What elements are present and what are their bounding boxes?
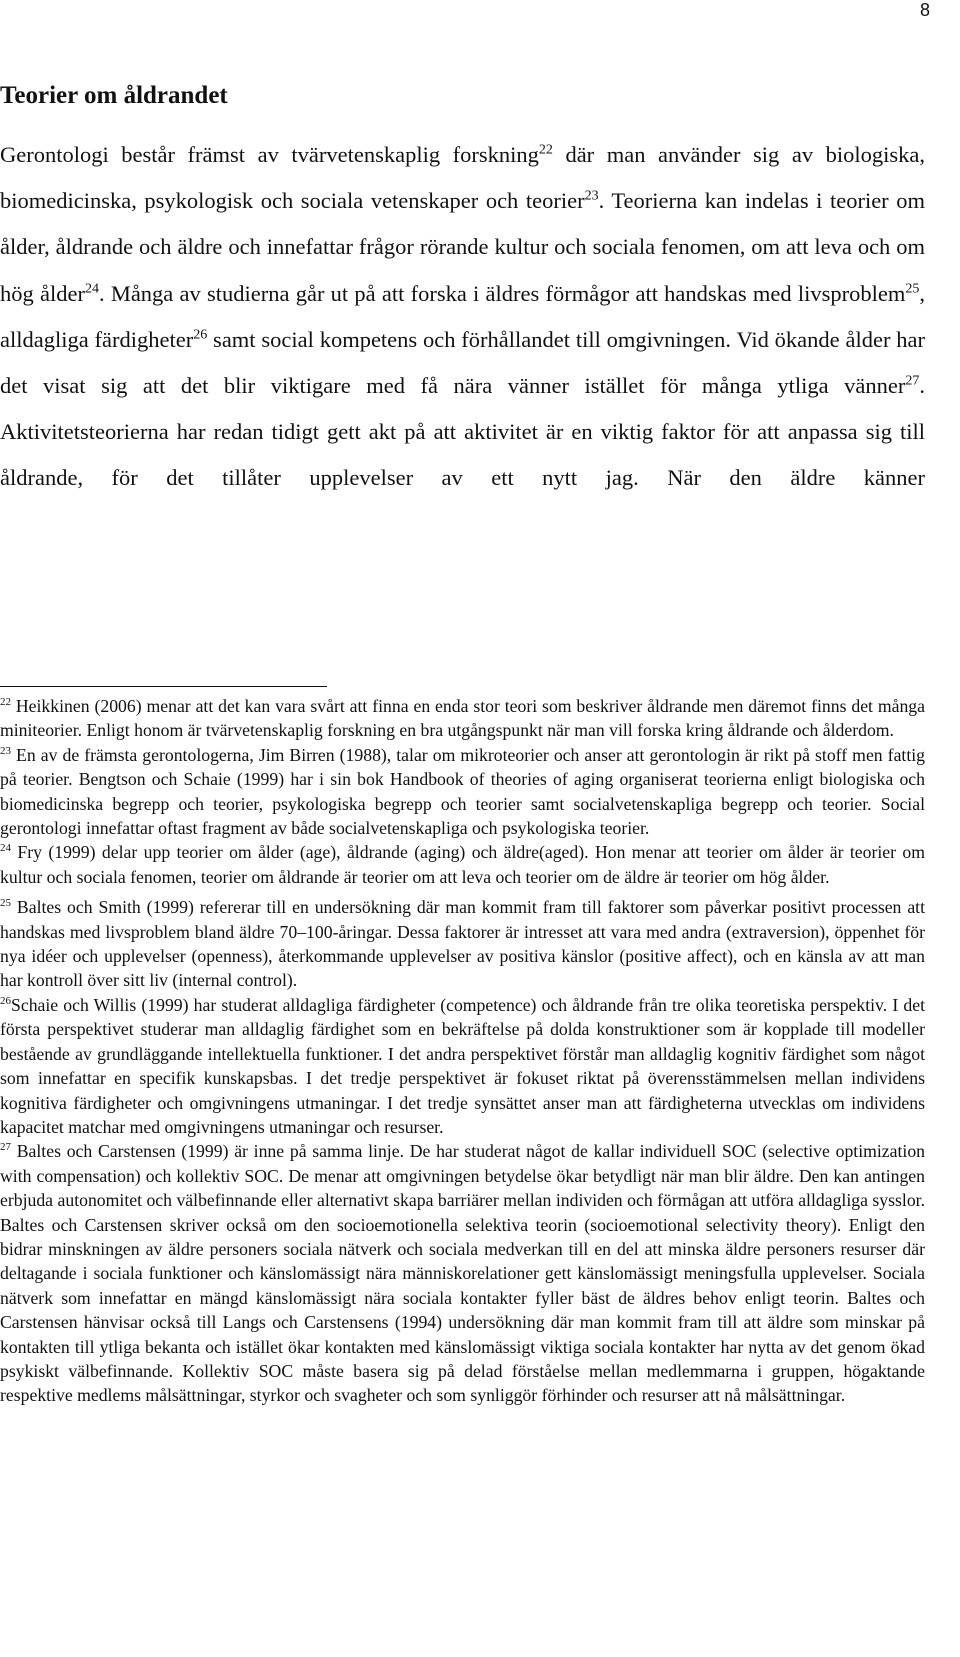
footnote-24 (0, 840, 925, 889)
footnote-ref: 23 (584, 188, 599, 204)
paragraph-segment: . Många av studierna går ut på att forska i äldres förmågor att handskas med livsproblem (98, 280, 906, 306)
paragraph-segment: Gerontologi består främst av tvärvetenskaplig forskning (0, 142, 539, 167)
footnote-ref: 25 (905, 281, 920, 297)
footnote-text: Schaie och Willis (1999) har studerat alldagliga färdigheter (competence) och åldrande från tre olika teoretiska perspektiv. I det första perspektivet studerar man alldaglig färdighet som en bekräftelse på dolda konstruktioner som är kopplade till modeller bestående av grundläggande intellektuella funktioner. I det andra perspektivet förstår man alldaglig kognitiv färdighet som något som innefattar en specifik kunskapsbas. I det tredje perspektivet är fokuset riktat på överensstämmelsen mellan individens kognitiva färdigheter och omgivningens utmaningar. I det tredje synsättet anser man att färdigheterna utvecklas om individens kapacitet matchar med omgivningens utmaningar och resurser. (0, 994, 925, 1137)
footnote-26 (0, 993, 925, 1139)
body-paragraph (0, 132, 925, 502)
footnote-separator (0, 686, 327, 687)
footnote-number: 24 (0, 842, 11, 855)
footnote-number: 26 (0, 994, 11, 1007)
footnote-number: 27 (0, 1141, 11, 1154)
footnote-22 (0, 694, 925, 743)
footnote-ref: 22 (538, 142, 553, 158)
footnote-number: 25 (0, 897, 11, 910)
footnote-text: Baltes och Carstensen (1999) är inne på samma linje. De har studerat något de kallar individuell SOC (selective optimization with compensation) och kollektiv SOC. De menar att omgivningen betydelse ökar betydligt när man blir äldre. Den kan antingen erbjuda autonomitet och välbefinnande eller alternativt skapa barriärer mellan individen och förmågan att utföra alldagliga sysslor. Baltes och Carstensen skriver också om den socioemotionella selektiva teorin (socioemotional selectivity theory). Enligt den bidrar minskningen av äldre personers sociala nätverk och sociala medverkan till en del att minska äldre personers resurser där deltagande i sociala funktioner och känslomässigt nära människorelationer gett känslomässigt meningsfulla upplevelser. Sociala nätverk som innefattar en mängd känslomässigt nära sociala kontakter fyller bäst de äldres behov enligt teorin. Baltes och Carstensen hänvisar också till Langs och Carstensens (1994) undersökning där man kommit fram till att äldre som minskar på kontakten till ytliga bekanta och istället ökar kontakten med känslomässigt viktiga sociala kontakter har nytta av det genom ökad psykiskt välbefinnande. Kollektiv SOC måste basera sig på delad förståelse mellan medlemmarna i gruppen, högaktande respektive medlems målsättningar, styrkor och svagheter och som synliggör förhinder och resurser att nå målsättningar. (0, 1141, 926, 1406)
paragraph-segment: . Aktivitetsteorierna har redan tidigt gett akt på att aktivitet är en viktig faktor för att anpassa sig till åldrande, för det tillåter upplevelser av ett nytt jag. När den äldre känner (0, 373, 925, 491)
footnote-number: 23 (0, 744, 11, 757)
footnotes (0, 694, 925, 1408)
footnote-ref: 24 (84, 281, 99, 297)
paragraph-segment: , alldagliga färdigheter (0, 280, 925, 352)
footnote-23 (0, 743, 925, 841)
footnote-number: 22 (0, 696, 11, 709)
footnote-text: Fry (1999) delar upp teorier om ålder (age), åldrande (aging) och äldre(aged). Hon menar att teorier om ålder är teorier om kultur och sociala fenomen, teorier om åldrande är teorier om att leva och teorier om de äldre är teorier om hög ålder. (0, 842, 925, 887)
footnote-27 (0, 1139, 925, 1407)
paragraph-segment: samt social kompetens och förhållandet till omgivningen. Vid ökande ålder har det visat sig att det blir viktigare med få nära vänner istället för många ytliga vänner (0, 326, 925, 399)
footnote-text: Baltes och Smith (1999) refererar till en undersökning där man kommit fram till faktorer som påverkar positivt processen att handskas med livsproblem bland äldre 70–100-åringar. Dessa faktorer är intresset att vara med andra (extraversion), öppenhet för nya idéer och upplevelser (openness), återkommande upplevelser av positiva känslor (positive affect), och en känsla av att man har kontroll över sitt liv (internal control). (0, 897, 925, 991)
footnote-text: Heikkinen (2006) menar att det kan vara svårt att finna en enda stor teori som beskriver åldrande men däremot finns det många miniteorier. Enligt honom är tvärvetenskaplig forskning en bra utgångspunkt när man vill forska kring åldrande och ålderdom. (0, 696, 925, 741)
section-heading: Teorier om åldrandet (0, 82, 228, 109)
page-number: 8 (919, 0, 930, 20)
paragraph-segment: . Teorierna kan indelas i teorier om ålder, åldrande och äldre och innefattar frågor rörande kultur och sociala fenomen, om att leva och om hög ålder (0, 188, 925, 306)
footnote-ref: 27 (905, 373, 920, 389)
footnote-text: En av de främsta gerontologerna, Jim Birren (1988), talar om mikroteorier och anser att gerontologin är rikt på stoff men fattig på teorier. Bengtson och Schaie (1999) har i sin bok Handbook of theories of aging organiserat teorierna enligt biologiska och biomedicinska begrepp och teorier, psykologiska begrepp och teorier samt socialvetenskapliga begrepp och teorier. Social gerontologi innefattar oftast fragment av både socialvetenskapliga och psykologiska teorier. (0, 744, 926, 839)
paragraph-segment: där man använder sig av biologiska, biomedicinska, psykologisk och sociala vetenskaper och teorier (0, 142, 925, 214)
footnote-ref: 26 (193, 327, 208, 343)
footnote-25 (0, 895, 925, 993)
